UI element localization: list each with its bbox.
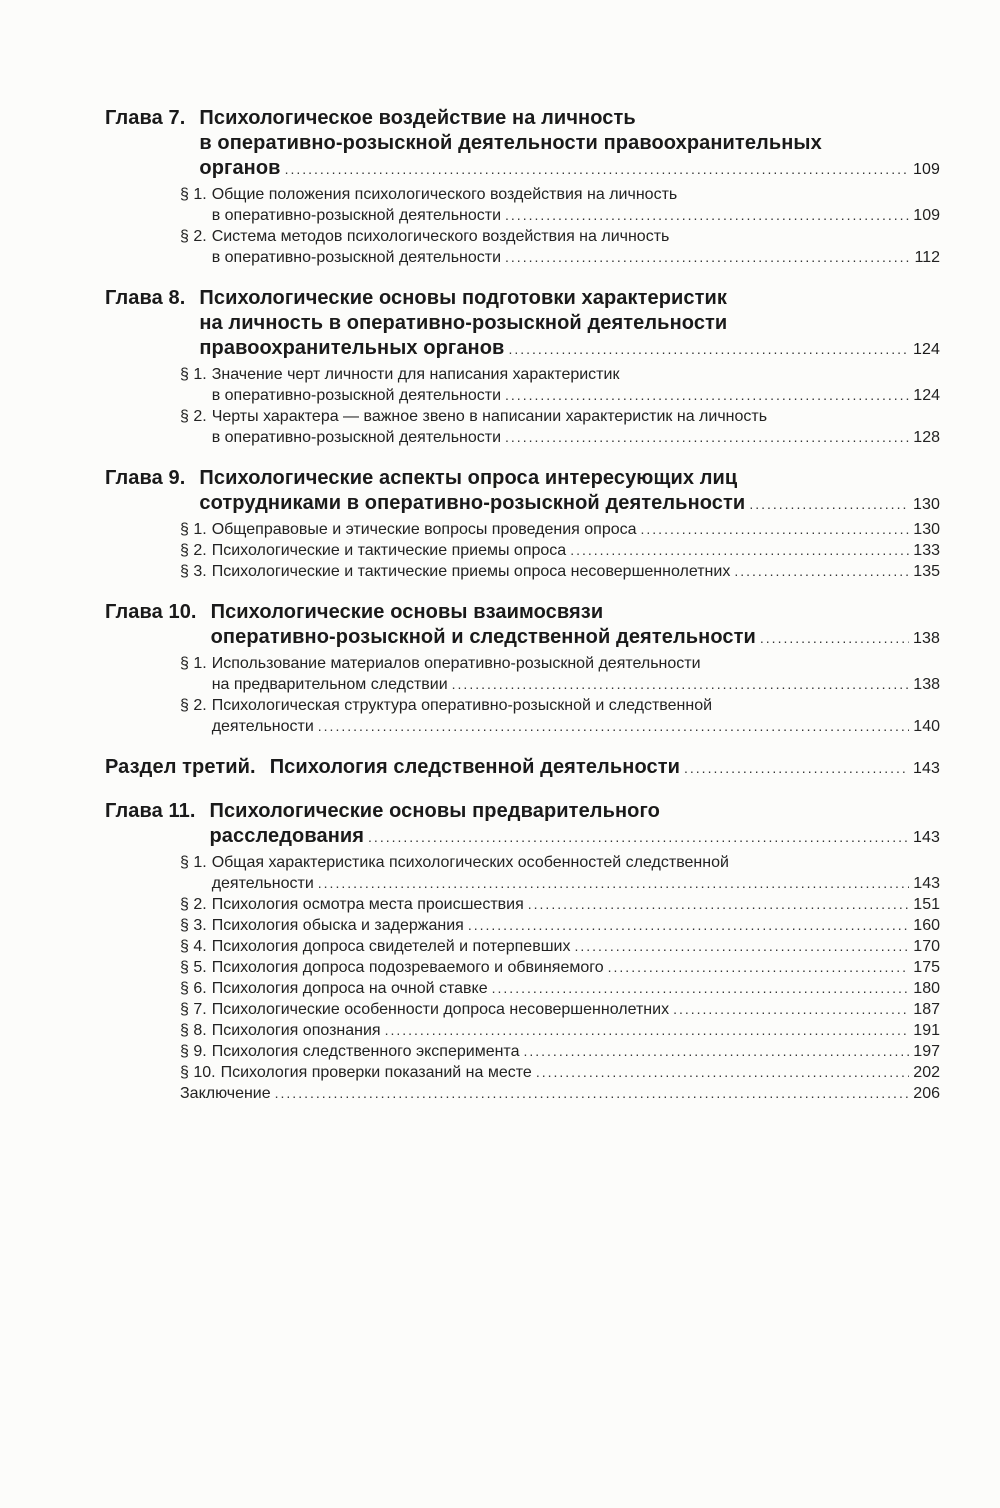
- page-number: 143: [913, 875, 940, 892]
- page-number: 202: [913, 1064, 940, 1081]
- page-number: 124: [913, 387, 940, 404]
- section-title-line: Общая характеристика психологических особенностей следственной: [211, 854, 729, 871]
- section-title: [221, 1062, 940, 1083]
- page-number: 197: [913, 1043, 940, 1060]
- section-title-line: Система методов психологического воздействия на личность: [211, 228, 670, 245]
- section-number: § 8.: [180, 1022, 207, 1039]
- toc-section: [180, 653, 940, 695]
- section-title-last-line: Психологические и тактические приемы опроса несовершеннолетних: [211, 563, 731, 580]
- section-title: [212, 894, 940, 915]
- toc-section: [180, 561, 940, 582]
- section-title-last-line: Психология допроса на очной ставке: [211, 980, 488, 997]
- toc-section: [180, 1041, 940, 1062]
- section-title: [212, 1041, 940, 1062]
- toc-chapter: [105, 755, 940, 781]
- dot-leader: [508, 337, 909, 362]
- page-number: 133: [913, 542, 940, 559]
- dot-leader: [505, 205, 909, 226]
- section-title: [212, 406, 940, 448]
- chapter-title-line: Психологические аспекты опроса интересующих лиц: [199, 467, 738, 489]
- page-number: 175: [913, 959, 940, 976]
- dot-leader: [523, 1041, 909, 1062]
- chapter-title: [270, 755, 940, 781]
- dot-leader: [528, 894, 910, 915]
- section-title-last-line: в оперативно-розыскной деятельности: [211, 429, 502, 446]
- toc-chapter: [105, 106, 940, 268]
- toc-section: [180, 915, 940, 936]
- chapter-heading: [105, 600, 940, 651]
- section-number: § 3.: [180, 563, 207, 580]
- section-title-leader: [212, 978, 940, 999]
- section-number: § 2.: [180, 896, 207, 913]
- section-number: § 2.: [180, 228, 207, 245]
- section-number: § 7.: [180, 1001, 207, 1018]
- dot-leader: [684, 756, 909, 781]
- section-title: [212, 915, 940, 936]
- section-list: [180, 852, 940, 1104]
- chapter-heading: [105, 106, 940, 182]
- section-list: [180, 519, 940, 582]
- section-title: [212, 999, 940, 1020]
- page-number: 124: [913, 341, 940, 358]
- chapter-label: Глава 10.: [105, 601, 197, 623]
- chapter-title-last-line: Психология следственной деятельности: [269, 756, 681, 778]
- page-number: 109: [913, 161, 940, 178]
- section-title-leader: [221, 1062, 940, 1083]
- dot-leader: [749, 492, 909, 517]
- section-list: [180, 653, 940, 737]
- section-title-leader: [212, 205, 940, 226]
- section-title: [212, 653, 940, 695]
- page-number: 135: [913, 563, 940, 580]
- section-title: [180, 1083, 940, 1104]
- section-title-line: Психологическая структура оперативно-розыскной и следственной: [211, 697, 713, 714]
- toc-section: [180, 184, 940, 226]
- chapter-label: Глава 11.: [105, 800, 196, 822]
- dot-leader: [318, 716, 910, 737]
- section-title-last-line: Психология проверки показаний на месте: [220, 1064, 532, 1081]
- dot-leader: [505, 427, 909, 448]
- section-title-last-line: деятельности: [211, 718, 314, 735]
- section-title: [212, 519, 940, 540]
- dot-leader: [734, 561, 909, 582]
- section-number: § 1.: [180, 854, 207, 871]
- section-title-leader: [212, 957, 940, 978]
- section-title-leader: [212, 1041, 940, 1062]
- chapter-heading: [105, 466, 940, 517]
- section-title-leader: [212, 427, 940, 448]
- chapter-title: [199, 286, 940, 362]
- section-title: [212, 936, 940, 957]
- dot-leader: [318, 873, 910, 894]
- section-title-line: Значение черт личности для написания характеристик: [211, 366, 620, 383]
- section-number: § 6.: [180, 980, 207, 997]
- page-number: 151: [913, 896, 940, 913]
- page-number: 191: [913, 1022, 940, 1039]
- page-number: 206: [913, 1085, 940, 1102]
- section-number: § 4.: [180, 938, 207, 955]
- section-title-last-line: Общеправовые и этические вопросы проведения опроса: [211, 521, 637, 538]
- chapter-title-leader: [209, 824, 940, 850]
- dot-leader: [492, 978, 910, 999]
- dot-leader: [285, 157, 909, 182]
- section-title-last-line: в оперативно-розыскной деятельности: [211, 207, 502, 224]
- section-title-leader: [212, 716, 940, 737]
- page-number: 160: [913, 917, 940, 934]
- page-number: 130: [913, 521, 940, 538]
- toc-section: [180, 936, 940, 957]
- section-number: § 9.: [180, 1043, 207, 1060]
- section-title: [212, 852, 940, 894]
- section-title-last-line: деятельности: [211, 875, 314, 892]
- chapter-title: [209, 799, 940, 850]
- section-title: [212, 978, 940, 999]
- section-title-leader: [212, 540, 940, 561]
- section-title-last-line: в оперативно-розыскной деятельности: [211, 249, 502, 266]
- chapter-title: [199, 106, 940, 182]
- chapter-title-leader: [211, 625, 940, 651]
- dot-leader: [385, 1020, 910, 1041]
- page-number: 170: [913, 938, 940, 955]
- section-title: [212, 561, 940, 582]
- section-number: § 2.: [180, 408, 207, 425]
- dot-leader: [536, 1062, 909, 1083]
- section-title-last-line: на предварительном следствии: [211, 676, 448, 693]
- section-title-leader: [212, 873, 940, 894]
- chapter-title-line: Психологическое воздействие на личность: [199, 107, 636, 129]
- chapter-title-last-line: оперативно-розыскной и следственной деятельности: [210, 626, 756, 648]
- section-number: § 1.: [180, 366, 207, 383]
- toc-section: [180, 852, 940, 894]
- chapter-title: [199, 466, 940, 517]
- section-number: § 3.: [180, 917, 207, 934]
- toc-section: [180, 695, 940, 737]
- section-title-last-line: Заключение: [180, 1085, 271, 1102]
- section-list: [180, 364, 940, 448]
- chapter-heading: [105, 799, 940, 850]
- section-title-leader: [180, 1083, 940, 1104]
- toc-chapter: [105, 600, 940, 737]
- section-title: [212, 540, 940, 561]
- section-title-last-line: Психология следственного эксперимента: [211, 1043, 520, 1060]
- toc-section: [180, 894, 940, 915]
- section-title-leader: [212, 247, 940, 268]
- section-title-last-line: Психология опознания: [211, 1022, 381, 1039]
- chapter-title-line: в оперативно-розыскной деятельности правоохранительных: [199, 132, 822, 154]
- section-title-last-line: Психология осмотра места происшествия: [211, 896, 524, 913]
- section-number: § 10.: [180, 1064, 216, 1081]
- dot-leader: [760, 626, 909, 651]
- dot-leader: [275, 1083, 910, 1104]
- dot-leader: [574, 936, 909, 957]
- dot-leader: [452, 674, 910, 695]
- section-number: § 1.: [180, 655, 207, 672]
- section-number: § 2.: [180, 542, 207, 559]
- toc-section: [180, 540, 940, 561]
- chapter-label: Раздел третий.: [105, 756, 256, 778]
- dot-leader: [468, 915, 909, 936]
- toc-chapter: [105, 286, 940, 448]
- section-title-last-line: Психология допроса свидетелей и потерпевших: [211, 938, 571, 955]
- toc-section: [180, 1083, 940, 1104]
- page-number: 187: [913, 1001, 940, 1018]
- page-number: 138: [913, 630, 940, 647]
- section-number: § 5.: [180, 959, 207, 976]
- chapter-label: Глава 7.: [105, 107, 186, 129]
- chapter-title-leader: [199, 491, 940, 517]
- chapter-title-line: Психологические основы взаимосвязи: [210, 601, 604, 623]
- toc-section: [180, 226, 940, 268]
- section-title: [212, 957, 940, 978]
- toc-section: [180, 1062, 940, 1083]
- chapter-label: Глава 9.: [105, 467, 186, 489]
- section-title-last-line: Психология обыска и задержания: [211, 917, 464, 934]
- toc-section: [180, 519, 940, 540]
- toc-section: [180, 1020, 940, 1041]
- section-title: [212, 695, 940, 737]
- section-title: [212, 364, 940, 406]
- chapter-title-line: на личность в оперативно-розыскной деятельности: [199, 312, 728, 334]
- chapter-heading: [105, 755, 940, 781]
- toc-section: [180, 978, 940, 999]
- toc-chapter: [105, 799, 940, 1104]
- section-number: § 2.: [180, 697, 207, 714]
- section-title-leader: [212, 999, 940, 1020]
- page-number: 140: [913, 718, 940, 735]
- toc-section: [180, 999, 940, 1020]
- dot-leader: [608, 957, 910, 978]
- chapter-title-line: Психологические основы подготовки характеристик: [199, 287, 728, 309]
- section-title-leader: [212, 915, 940, 936]
- section-title: [212, 1020, 940, 1041]
- section-title-leader: [212, 674, 940, 695]
- section-title-last-line: в оперативно-розыскной деятельности: [211, 387, 502, 404]
- section-title: [212, 226, 940, 268]
- section-title-leader: [212, 894, 940, 915]
- page-number: 112: [914, 249, 940, 266]
- dot-leader: [368, 825, 909, 850]
- page-number: 130: [913, 496, 940, 513]
- dot-leader: [641, 519, 910, 540]
- chapter-label: Глава 8.: [105, 287, 186, 309]
- chapter-title: [211, 600, 940, 651]
- toc-section: [180, 364, 940, 406]
- dot-leader: [673, 999, 909, 1020]
- chapter-title-leader: [199, 336, 940, 362]
- section-title-leader: [212, 561, 940, 582]
- page-number: 109: [913, 207, 940, 224]
- chapter-title-leader: [270, 755, 940, 781]
- section-title-last-line: Психология допроса подозреваемого и обвиняемого: [211, 959, 604, 976]
- page-number: 128: [913, 429, 940, 446]
- page-number: 180: [913, 980, 940, 997]
- table-of-contents: [105, 106, 940, 1122]
- chapter-title-last-line: правоохранительных органов: [199, 337, 505, 359]
- chapter-title-leader: [199, 156, 940, 182]
- toc-section: [180, 957, 940, 978]
- section-title-line: Общие положения психологического воздействия на личность: [211, 186, 678, 203]
- section-title-line: Использование материалов оперативно-розыскной деятельности: [211, 655, 701, 672]
- chapter-title-line: Психологические основы предварительного: [209, 800, 660, 822]
- dot-leader: [505, 247, 910, 268]
- chapter-title-last-line: сотрудниками в оперативно-розыскной деятельности: [199, 492, 746, 514]
- section-title-last-line: Психологические особенности допроса несовершеннолетних: [211, 1001, 670, 1018]
- dot-leader: [570, 540, 909, 561]
- toc-chapter: [105, 466, 940, 582]
- chapter-title-last-line: расследования: [209, 825, 365, 847]
- chapter-title-last-line: органов: [199, 157, 281, 179]
- section-title-last-line: Психологические и тактические приемы опроса: [211, 542, 567, 559]
- chapter-heading: [105, 286, 940, 362]
- section-list: [180, 184, 940, 268]
- section-title-leader: [212, 1020, 940, 1041]
- toc-section: [180, 406, 940, 448]
- section-title: [212, 184, 940, 226]
- section-number: § 1.: [180, 186, 207, 203]
- page-number: 143: [913, 829, 940, 846]
- section-number: § 1.: [180, 521, 207, 538]
- section-title-leader: [212, 936, 940, 957]
- page-number: 143: [913, 760, 940, 777]
- section-title-line: Черты характера — важное звено в написании характеристик на личность: [211, 408, 768, 425]
- section-title-leader: [212, 519, 940, 540]
- dot-leader: [505, 385, 909, 406]
- page-number: 138: [913, 676, 940, 693]
- section-title-leader: [212, 385, 940, 406]
